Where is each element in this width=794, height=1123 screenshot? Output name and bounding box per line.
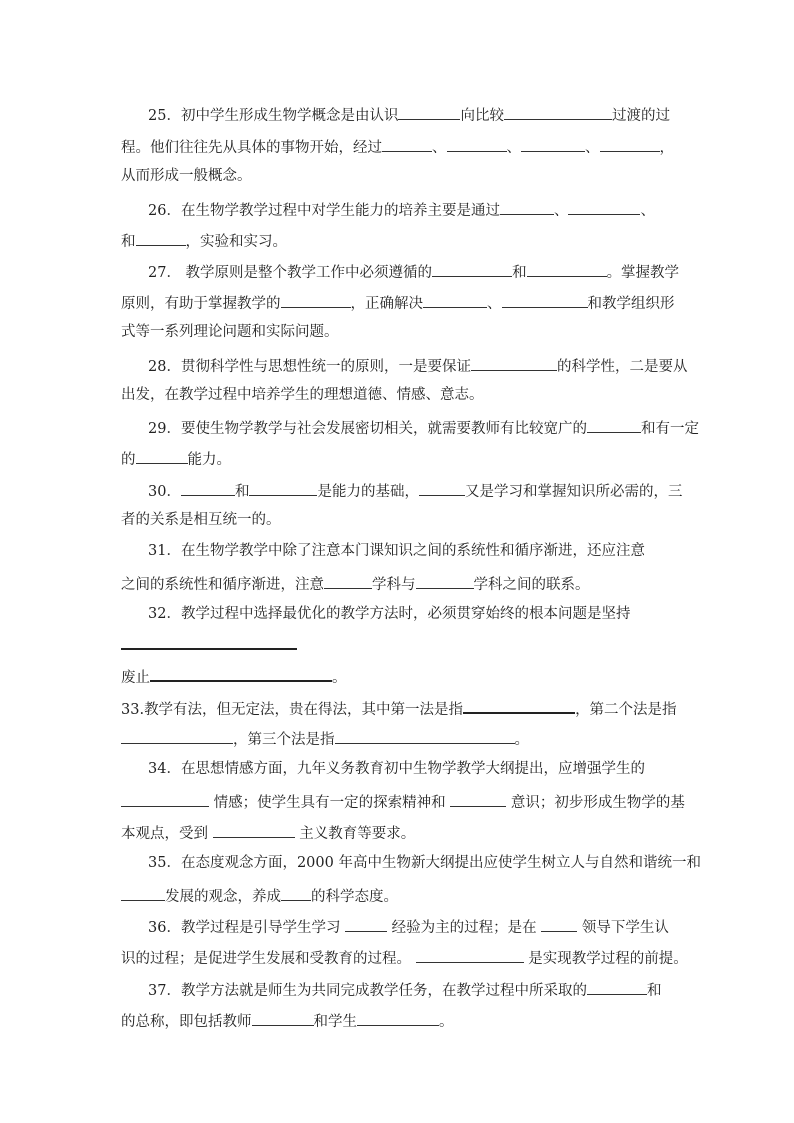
blank[interactable]: [568, 198, 640, 215]
blank[interactable]: [416, 946, 524, 963]
q33-line2: ，第三个法是指 。: [121, 727, 529, 750]
q31-line2: 之间的系统性和循序渐进，注意 学科与 学科之间的联系。: [121, 572, 590, 595]
blank[interactable]: [398, 103, 460, 120]
q34-line3: 本观点，受到 主义教育等要求。: [121, 821, 415, 844]
q26-line1: 26．在生物学教学过程中对学生能力的培养主要是通过 、 、: [148, 198, 655, 221]
q27-line3: 式等一系列理论问题和实际问题。: [121, 324, 339, 340]
blank[interactable]: [521, 135, 585, 152]
blank[interactable]: [541, 915, 577, 932]
blank[interactable]: [181, 479, 235, 496]
blank[interactable]: [281, 884, 311, 901]
q36-line2: 识的过程；是促进学生发展和受教育的过程。 是实现教学过程的前提。: [121, 946, 688, 969]
blank[interactable]: [121, 884, 165, 901]
q36-line1: 36．教学过程是引导学生学习 经验为主的过程；是在 领导下学生认: [148, 915, 669, 938]
q31-line1: 31．在生物学教学中除了注意本门课知识之间的系统性和循序渐进，还应注意: [148, 543, 645, 559]
q32-line1: 32．教学过程中选择最优化的教学方法时，必须贯穿始终的根本问题是坚持: [148, 606, 631, 622]
q30-line2: 者的关系是相互统一的。: [121, 512, 281, 528]
q35-line1: 35．在态度观念方面，2000 年高中生物新大纲提出应使学生树立人与自然和谐统一和: [148, 855, 701, 871]
blank[interactable]: [121, 790, 209, 807]
blank[interactable]: [252, 1009, 314, 1026]
blank[interactable]: [504, 103, 612, 120]
blank[interactable]: [121, 632, 297, 650]
q25-line3: 从而形成一般概念。: [121, 168, 252, 184]
q34-line1: 34．在思想情感方面，九年义务教育初中生物学教学大纲提出，应增强学生的: [148, 761, 645, 777]
blank[interactable]: [502, 291, 588, 308]
q29-line1: 29．要使生物学教学与社会发展密切相关，就需要教师有比较宽广的 和有一定: [148, 416, 699, 439]
q25-line2: 程。他们往往先从具体的事物开始，经过 、 、 、 ，: [121, 135, 674, 158]
blank[interactable]: [450, 790, 506, 807]
blank[interactable]: [324, 572, 372, 589]
q33-line1: 33.教学有法，但无定法，贵在得法，其中第一法是指 ，第二个法是指: [121, 696, 677, 720]
q30-line1: 30． 和 是能力的基础， 又是学习和掌握知识所必需的，三: [148, 479, 682, 502]
blank[interactable]: [281, 291, 351, 308]
blank[interactable]: [357, 1009, 439, 1026]
blank[interactable]: [463, 696, 575, 714]
blank[interactable]: [249, 479, 317, 496]
blank[interactable]: [136, 229, 186, 246]
blank[interactable]: [432, 260, 512, 277]
q32-line2: [121, 632, 297, 656]
blank[interactable]: [150, 664, 332, 682]
q34-line2: 情感；使学生具有一定的探索精神和 意识；初步形成生物学的基: [121, 790, 685, 813]
q25-line1: 25．初中学生形成生物学概念是由认识 向比较 过渡的过: [148, 103, 670, 126]
blank[interactable]: [587, 416, 641, 433]
blank[interactable]: [213, 821, 295, 838]
blank[interactable]: [382, 135, 432, 152]
q37-line2: 的总称，即包括教师 和学生 。: [121, 1009, 454, 1032]
blank[interactable]: [471, 354, 557, 371]
q26-line2: 和 ，实验和实习。: [121, 229, 287, 252]
blank[interactable]: [447, 135, 507, 152]
blank[interactable]: [121, 727, 233, 744]
q29-line2: 的 能力。: [121, 447, 231, 470]
q28-line1: 28．贯彻科学性与思想性统一的原则，一是要保证 的科学性，二是要从: [148, 354, 687, 377]
q27-line2: 原则，有助于掌握教学的 ，正确解决 、 和教学组织形: [121, 291, 675, 314]
q37-line1: 37．教学方法就是师生为共同完成教学任务，在教学过程中所采取的 和: [148, 978, 661, 1001]
blank[interactable]: [335, 727, 515, 744]
q35-line2: 发展的观念，养成 的科学态度。: [121, 884, 398, 907]
blank[interactable]: [600, 135, 660, 152]
blank[interactable]: [345, 915, 387, 932]
blank[interactable]: [136, 447, 188, 464]
blank[interactable]: [500, 198, 554, 215]
blank[interactable]: [423, 291, 487, 308]
blank[interactable]: [587, 978, 647, 995]
q27-line1: 27． 教学原则是整个教学工作中必须遵循的 和 。掌握教学: [148, 260, 679, 283]
q28-line2: 出发，在教学过程中培养学生的理想道德、情感、意志。: [121, 387, 484, 403]
q32-line3: 废止 。: [121, 664, 347, 688]
blank[interactable]: [527, 260, 607, 277]
blank[interactable]: [419, 479, 465, 496]
blank[interactable]: [416, 572, 474, 589]
